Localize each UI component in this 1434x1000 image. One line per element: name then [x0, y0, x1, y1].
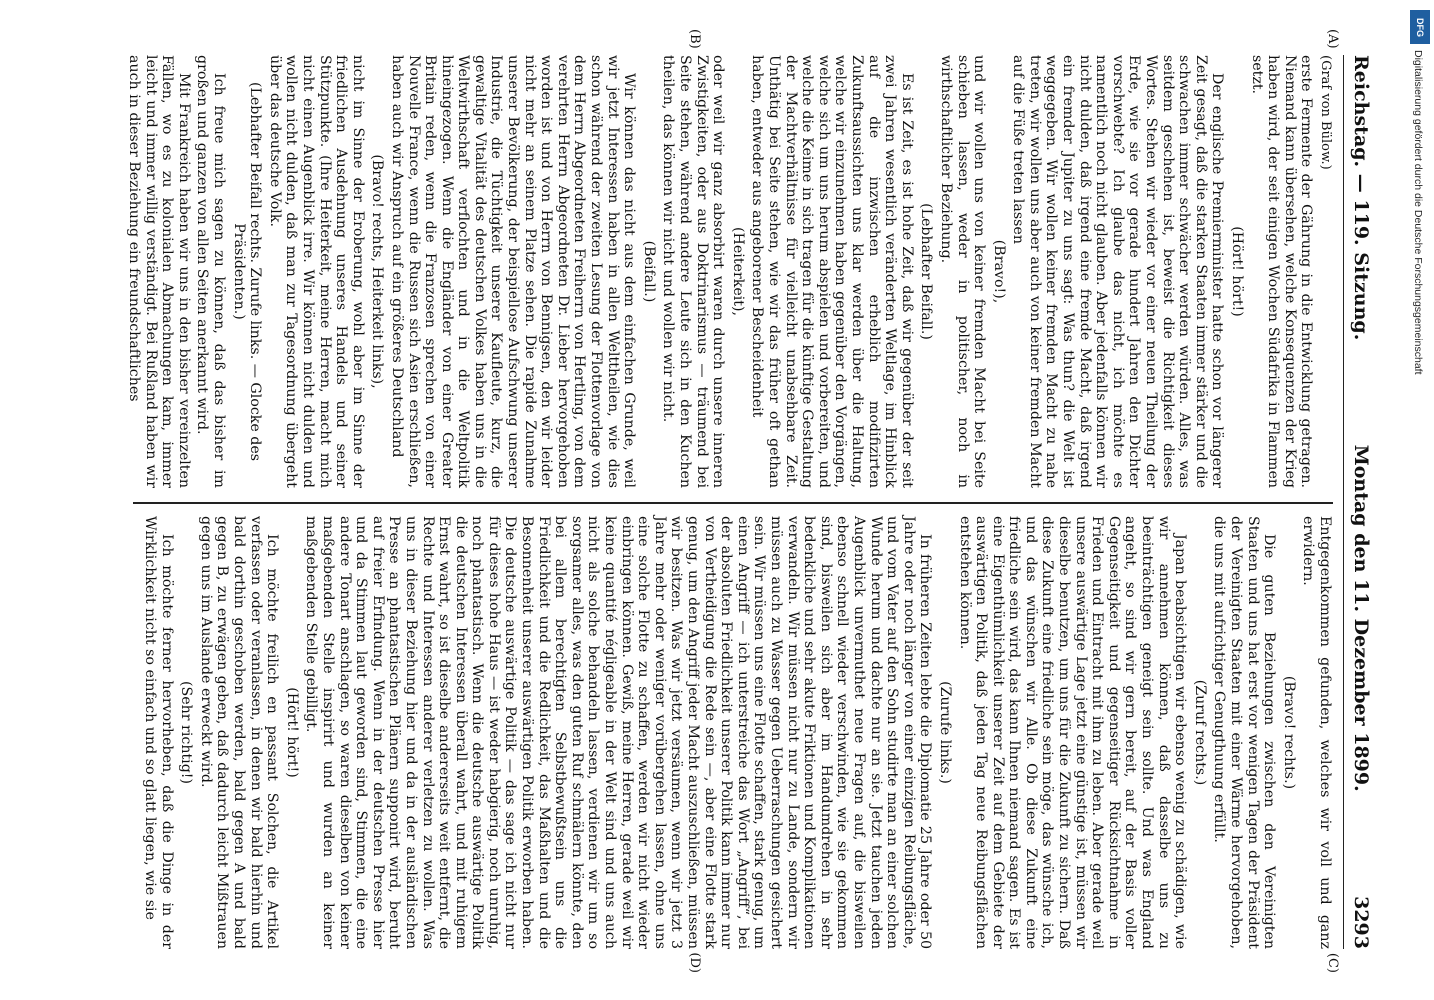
paragraph: Mit Frankreich haben wir uns in den bisher vereinzelten Fällen, wo es zu kolonialen Abmachungen kam, immer leicht und immer willig verständigt. Bei Rußland haben wir auch in dieser Beziehung ein freundschaftliches: [126, 55, 192, 488]
dfg-logo: DFG: [1410, 10, 1430, 44]
page-header: [1343, 55, 1372, 949]
paragraph: Ich möchte ferner hervorheben, daß die Dinge in der Wirklichkeit nicht so einfach und so glatt liegen, wie sie: [142, 516, 175, 949]
interjection: (Sehr richtig!): [178, 680, 195, 785]
header-date: Montag den 11. Dezember 1899.: [1350, 444, 1372, 792]
interjection: (Beifall.): [640, 240, 657, 303]
interjection: (Bravo! rechts.): [1280, 675, 1297, 790]
scan-credit: [1404, 50, 1432, 610]
text-columns: [126, 55, 1333, 949]
margin-letter-b: (B): [687, 29, 702, 49]
paragraph: In früheren Zeiten lebte die Diplomatie 25 Jahre oder 50 Jahre oder noch länger von einer einzigen Reibungsfläche, und vom Vater auf den Sohn studirte man an einer solchen Wunde herum und dachte nur an sie. Jetzt tauchen jeden Augenblick unvermuthet neue Fragen auf, die bisweilen ebenso schnell wieder verschwinden, wie sie gekommen sind, bisweilen sich aber im Handumdrehen in sehr bedenkliche und sehr akute Friktionen und Komplikationen verwandeln. Wir müssen nicht nur zu Lande, sondern wir müssen auch zu Wasser gegen Ueberraschungen gesichert sein. Wir müssen uns eine Flotte schaffen, stark genug, um einen Angriff — ich unterstreiche das Wort „Angriff“, bei der absoluten Friedlichkeit unserer Politik kann immer nur von Vertheidigung die Rede sein —, aber eine Flotte stark genug, um den Angriff jeder Macht auszuschließen, müssen wir besitzen. Was wir jetzt versäumen, wenn wir jetzt 3 Jahre mehr oder weniger vorübergehen lassen, ohne uns eine solche Flotte zu schaffen, werden wir nicht wieder einbringen können. Gewiß, meine Herren, gerade weil wir keine quantité négligeable in der Welt sind und uns auch nicht als solche behandeln lassen, verdienen wir um so sorgsamer alles, was den guten Ruf schmälern könnte, den bei allem berechtigten Selbstbewußtsein uns die Friedlichkeit und die Redlichkeit, das Maßhalten und die Besonnenheit unserer auswärtigen Politik erworben haben. Die deutsche auswärtige Politik — das sage ich nicht nur für dieses hohe Haus — ist weder habgierig, noch unruhig, noch phantastisch. Wenn die deutsche auswärtige Politik die deutschen Interessen überall wahrt, und mit ruhigem Ernst wahrt, so ist dieselbe andererseits weit entfernt, die Rechte und Interessen anderer verletzen zu wollen. Was uns in dieser Beziehung hier und da in der ausländischen Presse an phantastischen Plänern supponirt wird, beruht auf freier Erfindung. Wenn in der deutschen Presse hier und da Stimmen laut geworden sind, Stimmen, die eine andere Tonart anschlagen, so waren dieselben von keiner maßgebenden Stelle inspirirt und wurden an keiner maßgebenden Stelle gebilligt.: [303, 516, 934, 949]
paragraph: Die guten Beziehungen zwischen den Vereinigten Staaten und uns hat erst vor wenigen Tagen der Präsident der Vereinigten Staaten mit einer Wärme hervorgehoben, die uns mit aufrichtiger Genugthuung erfüllt.: [1211, 516, 1278, 949]
paragraph: Japan beabsichtigen wir ebenso wenig zu schädigen, wie wir annehmen können, daß dasselbe uns zu beeinträchtigen geneigt sein sollte. Und was England angeht, so sind wir gern bereit, auf der Basis voller Gegenseitigkeit und gegenseitiger Rücksichtnahme in Frieden und Eintracht mit ihm zu leben. Aber gerade weil unsere auswärtige Lage jetzt eine günstige ist, müssen wir dieselbe benutzen, um uns für die Zukunft zu sichern. Daß diese Zukunft eine friedliche sein möge, das wünsche ich, und das wünschen wir Alle. Ob diese Zukunft eine friedliche sein wird, das kann Ihnen niemand sagen. Es ist eine Eigenthümlichkeit unserer Zeit auf dem Gebiete der auswärtigen Politik, daß jeden Tag neue Reibungsflächen entstehen können.: [956, 516, 1189, 949]
paragraph: erste Fermente der Gährung in die Entwicklung getragen. Niemand kann übersehen, welche Konsequenzen der Krieg haben wird, der seit einigen Wochen Südafrika in Flammen setzt.: [1248, 55, 1315, 488]
margin-letter-a: (A): [1325, 29, 1340, 49]
interjection: (Bravo!),: [990, 239, 1007, 304]
interjection: (Hört! hört!): [283, 687, 300, 778]
paragraph: nicht im Sinne der Eroberung, wohl aber im Sinne der friedlichen Ausdehnung unseres Handels und seiner Stützpunkte. (Ihre Heiterkeit, meine Herren, macht mich nicht einen Augenblick irre. Wir können nicht dulden und wollen nicht dulden, daß man zur Tagesordnung übergeht über das deutsche Volk.: [266, 55, 366, 488]
paragraph: Es ist Zeit, es ist hohe Zeit, daß wir gegenüber der seit zwei Jahren wesentlich veränderten Weltlage, im Hinblick auf die inzwischen erheblich modifizirten Zukunftsaussichten uns klar werden über die Haltung, welche wir einzunehmen haben gegenüber den Vorgängen, welche sich um uns herum abspielen und vorbereiten, und welche die Keime in sich tragen für die künftige Gestaltung der Machtverhältnisse für vielleicht unabsehbare Zeit. Unthätig bei Seite stehen, wie wir das früher oft gethan haben, entweder aus angeborener Bescheidenheit: [749, 55, 915, 488]
page-number: 3293: [1350, 896, 1372, 949]
interjection: (Zurufe links.): [936, 681, 953, 784]
interjection: (Zuruf rechts.): [1191, 679, 1208, 786]
left-column: [126, 55, 1333, 488]
column-divider: [133, 502, 1333, 504]
interjection: (Bravo! rechts, Heiterkeit links),: [369, 154, 386, 389]
margin-letter-c: (C): [1325, 952, 1340, 973]
paragraph: oder weil wir ganz absorbirt waren durch unsere inneren Zwistigkeiten, oder aus Doktrinarismus — träumend bei Seite stehen, während andere Leute sich in den Kuchen theilen, das können wir nicht und wollen wir nicht.: [660, 55, 727, 488]
margin-letter-d: (D): [687, 952, 702, 973]
header-left: Reichstag. — 119. Sitzung.: [1350, 55, 1372, 341]
right-column: [133, 516, 1333, 949]
paragraph: Ich freue mich sagen zu können, daß das bisher im großen und ganzen von allen Seiten anerkannt wird.: [194, 55, 227, 488]
paragraph: Entgegenkommen gefunden, welches wir voll und ganz erwidern.: [1300, 516, 1333, 949]
paragraph: Ich möchte freilich en passant Solchen, die Artikel verfassen oder veranlassen, in denen wir bald hierhin und bald dorthin geschoben werden, bald gegen A und bald gegen B, zu erwägen geben, daß dadurch leicht Mißtrauen gegen uns im Auslande erweckt wird.: [197, 516, 281, 949]
interjection: (Heiterkeit),: [729, 227, 746, 316]
paragraph: Der englische Premierminister hatte schon vor längerer Zeit gesagt, daß die starken Staaten immer stärker und die schwachen immer schwächer werden würden. Alles, was seitdem geschehen ist, beweist die Richtigkeit dieses Wortes. Stehen wir wieder vor einer neuen Theilung der Erde, wie sie vor gerade hundert Jahren den Dichter vorschwebte? Ich glaube das nicht, ich möchte es namentlich noch nicht glauben. Aber jedenfalls können wir nicht dulden, daß irgend eine fremde Macht, daß irgend ein fremder Jupiter zu uns sagt: Was thun? die Welt ist weggegeben. Wir wollen keiner fremden Macht zu nahe treten, wir wollen uns aber auch von keiner fremden Macht auf die Füße treten lassen: [1010, 55, 1226, 488]
interjection: (Lebhafter Beifall rechts. Zurufe links. — Glocke des Präsidenten.): [230, 81, 264, 462]
interjection: (Hört! hört!): [1229, 226, 1246, 317]
paragraph: Wir können das nicht aus dem einfachen Grunde, weil wir jetzt Interessen haben in allen Welttheilen, wie dies schon während der zweiten Lesung der Flottenvorlage von dem Herrn Abgeordneten Freiherrn von Hertling, von dem verehrten Herrn Abgeordneten Dr. Lieber hervorgehoben worden ist und von Herrn von Bennigsen, den wir leider nicht mehr an seinem Platze sehen. Die rapide Zunahme unserer Bevölkerung, der beispiellose Aufschwung unserer Industrie, die Tüchtigkeit unserer Kaufleute, kurz, die gewaltige Vitalität des deutschen Volkes haben uns in die Weltwirthschaft verflochten und in die Weltpolitik hineingezogen. Wenn die Engländer von einer Greater Britain reden, wenn die Franzosen sprechen von einer Nouvelle France, wenn die Russen sich Asien erschließen, haben auch wir Anspruch auf ein größeres Deutschland: [388, 55, 638, 488]
credit-text: Digitalisierung gefördert durch die Deutsche Forschungsgemeinschaft: [1412, 50, 1424, 375]
paragraph: und wir wollen uns von keiner fremden Macht bei Seite schieben lassen, weder in politischer, noch in wirthschaftlicher Beziehung.: [937, 55, 988, 488]
interjection: (Lebhafter Beifall.): [918, 203, 935, 340]
speaker-note: (Graf von Bülow.): [1318, 55, 1333, 170]
rotated-page: [42, 25, 1392, 975]
